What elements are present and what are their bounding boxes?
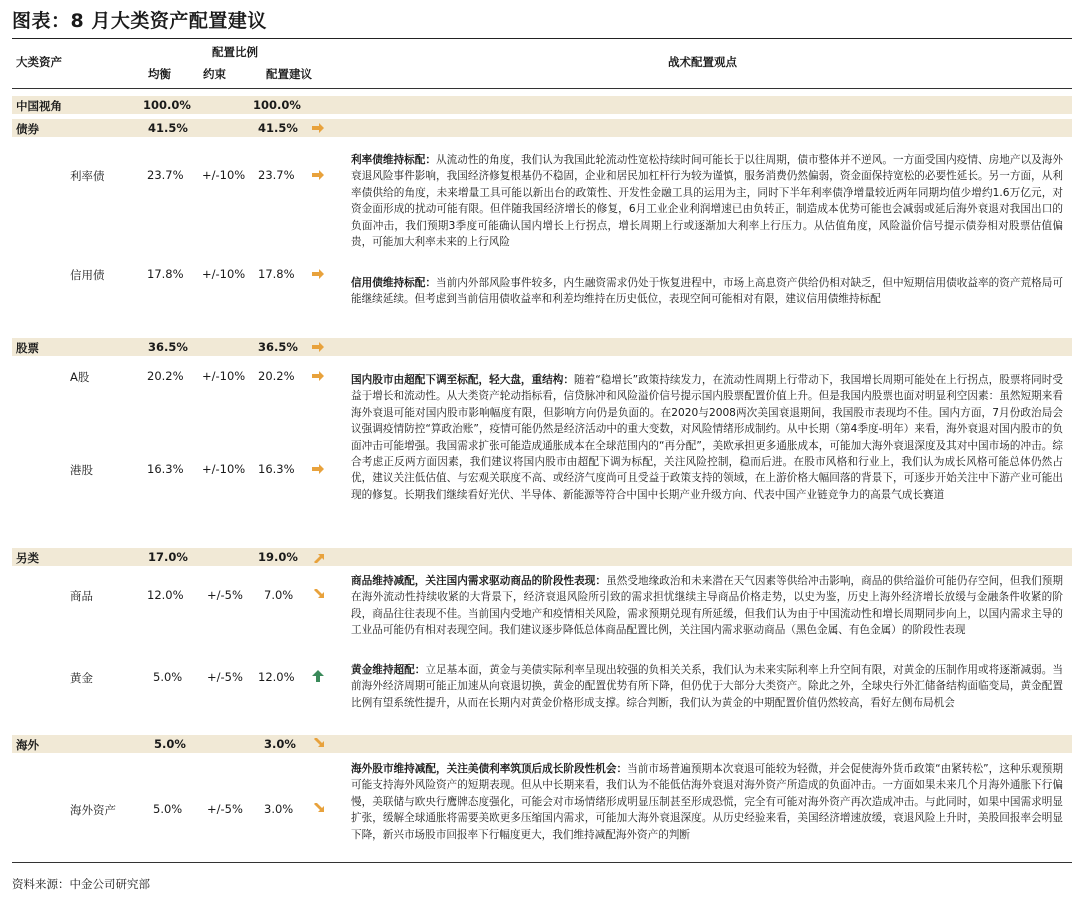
note-gold-body: 立足基本面，黄金与美债实际利率呈现出较强的负相关关系，我们认为未来实际利率上升空间有限，对黄金的压制作用或将逐渐减弱。当前海外经济周期可能正加速从向衰退切换，黄金的配置优势有所下降，但仍优于大部分大类资产。除此之外，全球央行外汇储备结构面临变局，黄金配置比例有望系统性提升，从而在长期内对黄金价格形成支撑。综合判断，我们认为黄金的中期配置价值仍然较高，看好左侧布局机会 [351, 664, 1064, 709]
row-credit-bonds-name: 信用债 [70, 268, 105, 282]
note-equities-heading: 国内股市由超配下调至标配，轻大盘，重结构： [351, 374, 575, 386]
note-gold-heading: 黄金维持超配： [351, 664, 426, 676]
row-overseas-assets-name: 海外资产 [70, 803, 116, 817]
note-equities-body: 随着“稳增长”政策持续发力，在流动性周期上行带动下，我国增长周期可能处在上行拐点，股票将同时受益于增长和流动性。从大类资产轮动指标看，信贷脉冲和风险溢价信号提示国内股票配置价值上升。但是我国内股票也面对明显利空因素：虽然短期来看海外衰退可能对国内股市影响幅度有限，但影响方向仍是负面的。在2020与2008两次美国衰退期间，我国股市表现均不佳。国内方面，7月份政治局会议强调疫情防控“算政治账”，疫情可能仍然是经济活动中的重大变数，对风险情绪形成制约。从中长期（第4季度-明年）来看，海外衰退对国内股市的负面冲击可能增强。我国需求扩张可能造成通胀成本在全球范围内的“再分配”，美欧承担更多通胀成本，可能加大海外衰退深度及其对中国市场的冲击。综合考虑正反两方面因素，我们建议将国内股市由超配下调为标配，关注风险控制，稳而后进。在股市风格和行业上，我们认为成长风格可能总体仍然占优，建议关注低估值、与宏观关联度不高、或经济气度尚可且受益于政策支持的领域，在上游价格大幅回落的背景下，可逐步开始关注中下游产业可能出现的修复。长期我们继续看好光伏、半导体、新能源等符合中国中长期产业升级方向、代表中国产业链竞争力的高景气成长赛道 [351, 374, 1063, 501]
row-overseas-assets-rec: 3.0% [264, 802, 294, 816]
note-rate-bonds-body: 从流动性的角度，我们认为我国此轮流动性宽松持续时间可能长于以往周期，债市整体并不逆风。一方面受国内疫情、房地产以及海外衰退风险事件影响，我国经济修复根基仍不稳固，企业和居民加杠杆行为较为谨慎，服务消费仍然偏弱，资金面保持宽松的必要性延长。另一方面，从利率债供给的角度，未来增量工具可能以新出台的政策性、开发性金融工具的运用为主，同时下半年利率债净增量较近两年同期均值少增约1.6万亿元，对资金面形成的扰动可能有限。但伴随我国经济增长的修复，6月工业企业利润增速已由负转正，制造成本优势可能也会减弱或延后海外衰退对我国出口的负面冲击，我们预期3季度可能确认国内增长上行拐点，增长周期上行或逐渐加大利率上行压力。从估值角度，风险溢价信号提示债券相对股票估值偏贵，可能加大利率未来的上行风险 [351, 154, 1064, 249]
row-rate-bonds-name: 利率债 [70, 169, 105, 183]
row-commodities-constraint: +/-5% [207, 588, 243, 602]
row-alternatives-rec: 19.0% [258, 550, 298, 564]
row-overseas-rec: 3.0% [264, 737, 296, 751]
note-rate-bonds [351, 152, 1063, 250]
header-recommendation: 配置建议 [266, 67, 312, 81]
row-gold-rec: 12.0% [258, 670, 295, 684]
trend-right-arrow-icon [311, 341, 325, 353]
row-china-balanced: 100.0% [143, 98, 191, 112]
note-overseas [351, 761, 1063, 843]
row-a-shares-rec: 20.2% [258, 369, 295, 383]
row-commodities-rec: 7.0% [264, 588, 294, 602]
header-constraint: 约束 [203, 67, 226, 81]
note-commodities [351, 573, 1063, 639]
header-tactical-view: 战术配置观点 [668, 55, 737, 69]
note-commodities-heading: 商品维持减配，关注国内需求驱动商品的阶段性表现： [351, 575, 607, 587]
row-china-name: 中国视角 [16, 99, 62, 113]
row-rate-bonds-balanced: 23.7% [147, 168, 184, 182]
note-credit-bonds [351, 275, 1063, 308]
note-credit-bonds-body: 当前内外部风险事件较多，内生融资需求仍处于恢复进程中，市场上高息资产供给仍相对缺乏，但中短期信用债收益率的资产荒格局可能继续延续。但考虑到当前信用债收益率和利差均维持在历史低位，表现空间可能相对有限，建议信用债维持标配 [351, 277, 1064, 306]
trend-right-arrow-icon [311, 169, 325, 181]
row-commodities-balanced: 12.0% [147, 588, 184, 602]
note-overseas-heading: 海外股市维持减配，关注美债利率筑顶后成长阶段性机会： [351, 763, 628, 775]
note-credit-bonds-heading: 信用债维持标配： [351, 277, 437, 289]
trend-down-right-arrow-icon [311, 803, 325, 815]
row-gold-balanced: 5.0% [153, 670, 183, 684]
row-alternatives-balanced: 17.0% [148, 550, 188, 564]
header-balanced: 均衡 [148, 67, 171, 81]
row-overseas-assets-constraint: +/-5% [207, 802, 243, 816]
row-bonds-name: 债券 [16, 122, 39, 136]
row-gold-constraint: +/-5% [207, 670, 243, 684]
row-a-shares-balanced: 20.2% [147, 369, 184, 383]
row-gold-name: 黄金 [70, 671, 93, 685]
note-gold [351, 662, 1063, 711]
row-a-shares-constraint: +/-10% [202, 369, 246, 383]
row-bonds-rec: 41.5% [258, 121, 298, 135]
header-allocation-ratio: 配置比例 [212, 45, 258, 59]
row-bonds-balanced: 41.5% [148, 121, 188, 135]
trend-up-right-arrow-icon [311, 551, 325, 563]
row-overseas-balanced: 5.0% [154, 737, 186, 751]
row-alternatives-name: 另类 [16, 551, 39, 565]
row-credit-bonds-rec: 17.8% [258, 267, 295, 281]
row-overseas-name: 海外 [16, 738, 39, 752]
row-hk-shares-constraint: +/-10% [202, 462, 246, 476]
row-equities-name: 股票 [16, 341, 39, 355]
trend-right-arrow-icon [311, 463, 325, 475]
trend-up-arrow-icon [311, 670, 325, 682]
note-overseas-body: 当前市场普遍预期本次衰退可能较为轻微，并会促使海外货币政策“由紧转松”，这种乐观预期可能支持海外风险资产的短期表现。但从中长期来看，我们认为不能低估海外衰退对海外资产所造成的负面冲击。一方面如果未来几个月海外通胀下行偏慢，美联储与欧央行鹰牌态度强化，可能会对市场情绪形成明显压制甚至形成恐慌，完全有可能对海外资产再次造成冲击。与此同时，如果中国需求明显扩张，缓解全球通胀将需要美欧更多压缩国内需求，可能加大海外衰退深度。从历史经验来看，美国经济增速放缓，衰退风险上升时，美股回报率会明显下降，新兴市场股市回报率下行幅度更大，我们维持减配海外资产的判断 [351, 763, 1063, 841]
row-hk-shares-name: 港股 [70, 463, 93, 477]
row-hk-shares-rec: 16.3% [258, 462, 295, 476]
trend-right-arrow-icon [311, 268, 325, 280]
row-overseas-assets-balanced: 5.0% [153, 802, 183, 816]
row-china-rec: 100.0% [253, 98, 301, 112]
row-rate-bonds-constraint: +/-10% [202, 168, 246, 182]
page-title: 图表：8 月大类资产配置建议 [12, 10, 267, 32]
trend-down-right-arrow-icon [311, 738, 325, 750]
row-commodities-name: 商品 [70, 589, 93, 603]
note-commodities-body: 虽然受地缘政治和未来潜在天气因素等供给冲击影响，商品的供给溢价可能仍存空间，但我们预期在海外流动性持续收紧的大背景下，经济衰退风险所引致的需求担忧继续主导商品价格走势，以史为鉴，历史上海外经济增长放缓与金融条件收紧的阶段，商品往往表现不佳。当前国内受地产和疫情相关风险，需求预期兑现有所延缓，但我们认为由于中国流动性和增长周期同步向上，以国内需求主导的工业品可能仍有相对表现空间。我们建议逐步降低总体商品配置比例，关注国内需求驱动商品（黑色金属、有色金属）的阶段性表现 [351, 575, 1064, 637]
note-rate-bonds-heading: 利率债维持标配： [351, 154, 437, 166]
row-credit-bonds-constraint: +/-10% [202, 267, 246, 281]
row-hk-shares-balanced: 16.3% [147, 462, 184, 476]
row-equities-balanced: 36.5% [148, 340, 188, 354]
row-a-shares-name: A股 [70, 370, 90, 384]
trend-right-arrow-icon [311, 122, 325, 134]
source-note: 资料来源：中金公司研究部 [12, 877, 150, 891]
row-credit-bonds-balanced: 17.8% [147, 267, 184, 281]
row-rate-bonds-rec: 23.7% [258, 168, 295, 182]
header-asset-class: 大类资产 [16, 55, 62, 69]
row-equities-rec: 36.5% [258, 340, 298, 354]
header-divider [12, 88, 1072, 89]
title-divider [12, 38, 1072, 39]
trend-down-right-arrow-icon [311, 589, 325, 601]
note-equities [351, 372, 1063, 503]
footer-divider [12, 862, 1072, 863]
trend-right-arrow-icon [311, 370, 325, 382]
